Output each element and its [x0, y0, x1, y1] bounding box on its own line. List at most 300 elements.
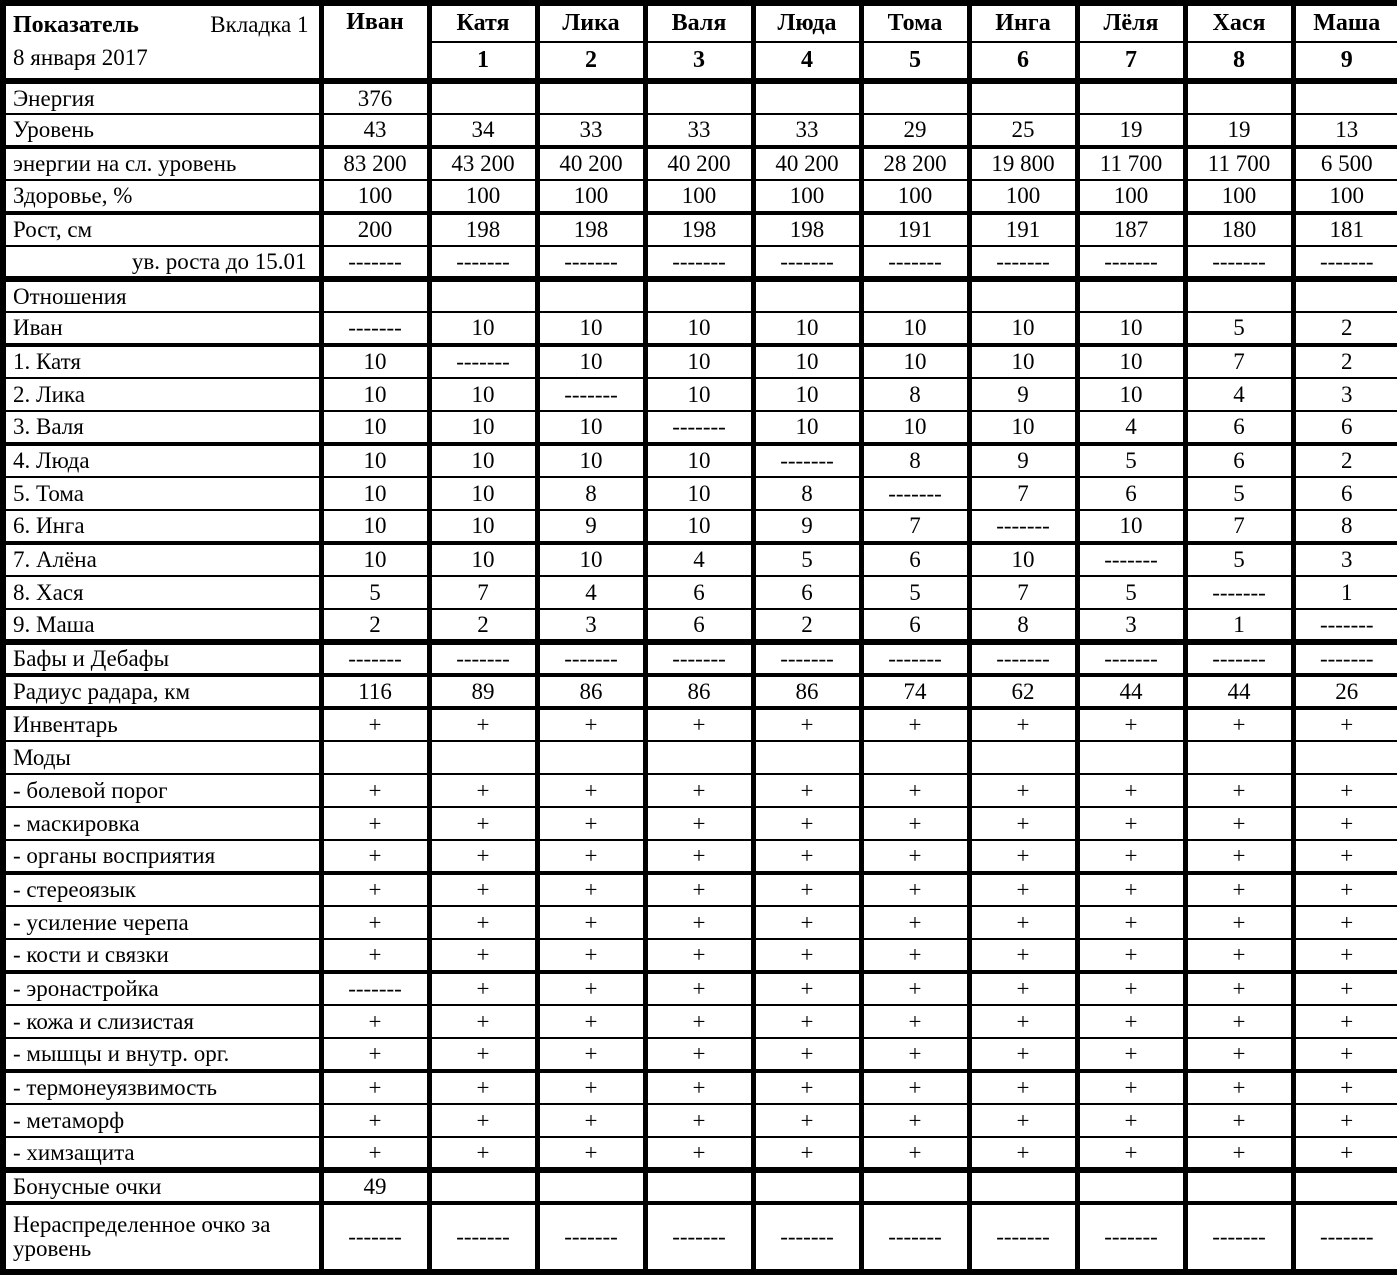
col-header-5[interactable]: Люда	[753, 3, 861, 42]
row-label-7[interactable]: Иван	[3, 312, 321, 345]
cell-r15-c4[interactable]: 6	[645, 576, 753, 609]
cell-r9-c7[interactable]: 9	[969, 378, 1077, 411]
cell-r19-c2[interactable]: +	[429, 708, 537, 741]
cell-r28-c10[interactable]: +	[1293, 1005, 1397, 1038]
cell-r9-c4[interactable]: 10	[645, 378, 753, 411]
cell-r5-c6[interactable]: -------	[861, 246, 969, 279]
cell-r29-c6[interactable]: +	[861, 1038, 969, 1071]
cell-r3-c3[interactable]: 100	[537, 180, 645, 213]
cell-r20-c3[interactable]	[537, 741, 645, 774]
cell-r4-c10[interactable]: 181	[1293, 213, 1397, 246]
cell-r19-c8[interactable]: +	[1077, 708, 1185, 741]
cell-r23-c4[interactable]: +	[645, 840, 753, 873]
cell-r11-c10[interactable]: 2	[1293, 444, 1397, 477]
row-label-30[interactable]: - термонеуязвимость	[3, 1071, 321, 1104]
cell-r31-c4[interactable]: +	[645, 1104, 753, 1137]
cell-r15-c7[interactable]: 7	[969, 576, 1077, 609]
cell-r21-c3[interactable]: +	[537, 774, 645, 807]
cell-r26-c3[interactable]: +	[537, 939, 645, 972]
cell-r22-c2[interactable]: +	[429, 807, 537, 840]
cell-r16-c3[interactable]: 3	[537, 609, 645, 642]
cell-r19-c7[interactable]: +	[969, 708, 1077, 741]
cell-r18-c8[interactable]: 44	[1077, 675, 1185, 708]
cell-r33-c9[interactable]	[1185, 1170, 1293, 1203]
cell-r26-c8[interactable]: +	[1077, 939, 1185, 972]
cell-r26-c9[interactable]: +	[1185, 939, 1293, 972]
cell-r4-c3[interactable]: 198	[537, 213, 645, 246]
cell-r1-c4[interactable]: 33	[645, 114, 753, 147]
cell-r7-c2[interactable]: 10	[429, 312, 537, 345]
cell-r27-c8[interactable]: +	[1077, 972, 1185, 1005]
cell-r8-c10[interactable]: 2	[1293, 345, 1397, 378]
cell-r15-c6[interactable]: 5	[861, 576, 969, 609]
col-number-2[interactable]: 1	[429, 42, 537, 81]
cell-r29-c2[interactable]: +	[429, 1038, 537, 1071]
cell-r23-c9[interactable]: +	[1185, 840, 1293, 873]
col-number-5[interactable]: 4	[753, 42, 861, 81]
cell-r21-c6[interactable]: +	[861, 774, 969, 807]
cell-r1-c2[interactable]: 34	[429, 114, 537, 147]
cell-r23-c6[interactable]: +	[861, 840, 969, 873]
row-label-27[interactable]: - эронастройка	[3, 972, 321, 1005]
cell-r5-c2[interactable]: -------	[429, 246, 537, 279]
cell-r13-c5[interactable]: 9	[753, 510, 861, 543]
cell-r31-c8[interactable]: +	[1077, 1104, 1185, 1137]
cell-r7-c8[interactable]: 10	[1077, 312, 1185, 345]
cell-r15-c9[interactable]: -------	[1185, 576, 1293, 609]
row-label-20[interactable]: Моды	[3, 741, 321, 774]
cell-r32-c9[interactable]: +	[1185, 1137, 1293, 1170]
cell-r21-c7[interactable]: +	[969, 774, 1077, 807]
cell-r31-c10[interactable]: +	[1293, 1104, 1397, 1137]
cell-r20-c5[interactable]	[753, 741, 861, 774]
cell-r7-c3[interactable]: 10	[537, 312, 645, 345]
row-label-3[interactable]: Здоровье, %	[3, 180, 321, 213]
cell-r19-c1[interactable]: +	[321, 708, 429, 741]
cell-r30-c6[interactable]: +	[861, 1071, 969, 1104]
cell-r2-c4[interactable]: 40 200	[645, 147, 753, 180]
cell-r11-c4[interactable]: 10	[645, 444, 753, 477]
cell-r22-c10[interactable]: +	[1293, 807, 1397, 840]
cell-r14-c4[interactable]: 4	[645, 543, 753, 576]
cell-r2-c8[interactable]: 11 700	[1077, 147, 1185, 180]
row-label-28[interactable]: - кожа и слизистая	[3, 1005, 321, 1038]
cell-r28-c6[interactable]: +	[861, 1005, 969, 1038]
cell-r7-c7[interactable]: 10	[969, 312, 1077, 345]
cell-r25-c6[interactable]: +	[861, 906, 969, 939]
cell-r34-c2[interactable]: -------	[429, 1203, 537, 1272]
cell-r5-c5[interactable]: -------	[753, 246, 861, 279]
cell-r32-c7[interactable]: +	[969, 1137, 1077, 1170]
cell-r6-c7[interactable]	[969, 279, 1077, 312]
cell-r8-c8[interactable]: 10	[1077, 345, 1185, 378]
cell-r6-c9[interactable]	[1185, 279, 1293, 312]
cell-r26-c7[interactable]: +	[969, 939, 1077, 972]
cell-r29-c4[interactable]: +	[645, 1038, 753, 1071]
col-header-3[interactable]: Лика	[537, 3, 645, 42]
cell-r26-c1[interactable]: +	[321, 939, 429, 972]
row-label-19[interactable]: Инвентарь	[3, 708, 321, 741]
cell-r20-c7[interactable]	[969, 741, 1077, 774]
cell-r33-c5[interactable]	[753, 1170, 861, 1203]
cell-r2-c7[interactable]: 19 800	[969, 147, 1077, 180]
cell-r12-c7[interactable]: 7	[969, 477, 1077, 510]
cell-r1-c5[interactable]: 33	[753, 114, 861, 147]
cell-r28-c7[interactable]: +	[969, 1005, 1077, 1038]
cell-r34-c6[interactable]: -------	[861, 1203, 969, 1272]
row-label-26[interactable]: - кости и связки	[3, 939, 321, 972]
row-label-1[interactable]: Уровень	[3, 114, 321, 147]
cell-r25-c2[interactable]: +	[429, 906, 537, 939]
cell-r27-c3[interactable]: +	[537, 972, 645, 1005]
cell-r28-c2[interactable]: +	[429, 1005, 537, 1038]
cell-r8-c9[interactable]: 7	[1185, 345, 1293, 378]
cell-r11-c1[interactable]: 10	[321, 444, 429, 477]
row-label-34[interactable]: Нераспределенное очко за уровень	[3, 1203, 321, 1272]
cell-r12-c2[interactable]: 10	[429, 477, 537, 510]
cell-r3-c8[interactable]: 100	[1077, 180, 1185, 213]
cell-r31-c1[interactable]: +	[321, 1104, 429, 1137]
cell-r27-c2[interactable]: +	[429, 972, 537, 1005]
cell-r8-c1[interactable]: 10	[321, 345, 429, 378]
cell-r17-c3[interactable]: -------	[537, 642, 645, 675]
cell-r21-c1[interactable]: +	[321, 774, 429, 807]
cell-r2-c6[interactable]: 28 200	[861, 147, 969, 180]
cell-r5-c1[interactable]: -------	[321, 246, 429, 279]
cell-r32-c6[interactable]: +	[861, 1137, 969, 1170]
cell-r18-c4[interactable]: 86	[645, 675, 753, 708]
cell-r24-c3[interactable]: +	[537, 873, 645, 906]
cell-r9-c5[interactable]: 10	[753, 378, 861, 411]
cell-r18-c1[interactable]: 116	[321, 675, 429, 708]
cell-r11-c7[interactable]: 9	[969, 444, 1077, 477]
cell-r6-c2[interactable]	[429, 279, 537, 312]
cell-r30-c3[interactable]: +	[537, 1071, 645, 1104]
cell-r26-c4[interactable]: +	[645, 939, 753, 972]
cell-r17-c7[interactable]: -------	[969, 642, 1077, 675]
cell-r11-c9[interactable]: 6	[1185, 444, 1293, 477]
cell-r9-c8[interactable]: 10	[1077, 378, 1185, 411]
row-label-32[interactable]: - химзащита	[3, 1137, 321, 1170]
cell-r12-c1[interactable]: 10	[321, 477, 429, 510]
cell-r24-c6[interactable]: +	[861, 873, 969, 906]
cell-r24-c5[interactable]: +	[753, 873, 861, 906]
cell-r22-c9[interactable]: +	[1185, 807, 1293, 840]
cell-r23-c10[interactable]: +	[1293, 840, 1397, 873]
cell-r14-c6[interactable]: 6	[861, 543, 969, 576]
cell-r12-c4[interactable]: 10	[645, 477, 753, 510]
cell-r24-c9[interactable]: +	[1185, 873, 1293, 906]
row-label-0[interactable]: Энергия	[3, 81, 321, 114]
cell-r26-c2[interactable]: +	[429, 939, 537, 972]
cell-r16-c8[interactable]: 3	[1077, 609, 1185, 642]
col-header-1[interactable]: Иван	[321, 3, 429, 81]
cell-r15-c10[interactable]: 1	[1293, 576, 1397, 609]
row-label-15[interactable]: 8. Хася	[3, 576, 321, 609]
cell-r13-c2[interactable]: 10	[429, 510, 537, 543]
cell-r5-c3[interactable]: -------	[537, 246, 645, 279]
cell-r10-c9[interactable]: 6	[1185, 411, 1293, 444]
cell-r4-c8[interactable]: 187	[1077, 213, 1185, 246]
cell-r5-c4[interactable]: -------	[645, 246, 753, 279]
cell-r30-c2[interactable]: +	[429, 1071, 537, 1104]
cell-r30-c7[interactable]: +	[969, 1071, 1077, 1104]
cell-r16-c2[interactable]: 2	[429, 609, 537, 642]
cell-r22-c8[interactable]: +	[1077, 807, 1185, 840]
row-label-23[interactable]: - органы восприятия	[3, 840, 321, 873]
cell-r21-c8[interactable]: +	[1077, 774, 1185, 807]
cell-r0-c9[interactable]	[1185, 81, 1293, 114]
row-label-13[interactable]: 6. Инга	[3, 510, 321, 543]
cell-r33-c4[interactable]	[645, 1170, 753, 1203]
cell-r24-c7[interactable]: +	[969, 873, 1077, 906]
cell-r29-c5[interactable]: +	[753, 1038, 861, 1071]
cell-r14-c9[interactable]: 5	[1185, 543, 1293, 576]
cell-r14-c1[interactable]: 10	[321, 543, 429, 576]
col-header-10[interactable]: Маша	[1293, 3, 1397, 42]
cell-r5-c8[interactable]: -------	[1077, 246, 1185, 279]
cell-r21-c4[interactable]: +	[645, 774, 753, 807]
row-label-8[interactable]: 1. Катя	[3, 345, 321, 378]
cell-r28-c9[interactable]: +	[1185, 1005, 1293, 1038]
cell-r23-c7[interactable]: +	[969, 840, 1077, 873]
cell-r18-c9[interactable]: 44	[1185, 675, 1293, 708]
cell-r34-c7[interactable]: -------	[969, 1203, 1077, 1272]
cell-r30-c1[interactable]: +	[321, 1071, 429, 1104]
col-header-4[interactable]: Валя	[645, 3, 753, 42]
cell-r32-c8[interactable]: +	[1077, 1137, 1185, 1170]
cell-r21-c10[interactable]: +	[1293, 774, 1397, 807]
row-label-17[interactable]: Бафы и Дебафы	[3, 642, 321, 675]
cell-r16-c10[interactable]: -------	[1293, 609, 1397, 642]
cell-r12-c5[interactable]: 8	[753, 477, 861, 510]
cell-r34-c10[interactable]: -------	[1293, 1203, 1397, 1272]
cell-r3-c7[interactable]: 100	[969, 180, 1077, 213]
cell-r22-c1[interactable]: +	[321, 807, 429, 840]
col-header-7[interactable]: Инга	[969, 3, 1077, 42]
col-number-9[interactable]: 8	[1185, 42, 1293, 81]
cell-r0-c4[interactable]	[645, 81, 753, 114]
cell-r7-c10[interactable]: 2	[1293, 312, 1397, 345]
cell-r12-c8[interactable]: 6	[1077, 477, 1185, 510]
cell-r30-c4[interactable]: +	[645, 1071, 753, 1104]
cell-r25-c7[interactable]: +	[969, 906, 1077, 939]
cell-r0-c10[interactable]	[1293, 81, 1397, 114]
cell-r25-c8[interactable]: +	[1077, 906, 1185, 939]
cell-r29-c3[interactable]: +	[537, 1038, 645, 1071]
cell-r32-c3[interactable]: +	[537, 1137, 645, 1170]
cell-r20-c4[interactable]	[645, 741, 753, 774]
cell-r31-c5[interactable]: +	[753, 1104, 861, 1137]
cell-r3-c1[interactable]: 100	[321, 180, 429, 213]
cell-r4-c5[interactable]: 198	[753, 213, 861, 246]
cell-r5-c7[interactable]: -------	[969, 246, 1077, 279]
cell-r24-c10[interactable]: +	[1293, 873, 1397, 906]
cell-r20-c10[interactable]	[1293, 741, 1397, 774]
cell-r13-c10[interactable]: 8	[1293, 510, 1397, 543]
cell-r4-c1[interactable]: 200	[321, 213, 429, 246]
cell-r11-c5[interactable]: -------	[753, 444, 861, 477]
cell-r26-c5[interactable]: +	[753, 939, 861, 972]
cell-r28-c4[interactable]: +	[645, 1005, 753, 1038]
cell-r16-c7[interactable]: 8	[969, 609, 1077, 642]
cell-r11-c6[interactable]: 8	[861, 444, 969, 477]
row-label-31[interactable]: - метаморф	[3, 1104, 321, 1137]
cell-r8-c6[interactable]: 10	[861, 345, 969, 378]
cell-r34-c4[interactable]: -------	[645, 1203, 753, 1272]
cell-r25-c9[interactable]: +	[1185, 906, 1293, 939]
cell-r30-c9[interactable]: +	[1185, 1071, 1293, 1104]
col-number-7[interactable]: 6	[969, 42, 1077, 81]
cell-r27-c7[interactable]: +	[969, 972, 1077, 1005]
cell-r28-c1[interactable]: +	[321, 1005, 429, 1038]
cell-r19-c10[interactable]: +	[1293, 708, 1397, 741]
col-number-10[interactable]: 9	[1293, 42, 1397, 81]
cell-r17-c6[interactable]: -------	[861, 642, 969, 675]
cell-r27-c6[interactable]: +	[861, 972, 969, 1005]
cell-r20-c8[interactable]	[1077, 741, 1185, 774]
cell-r4-c7[interactable]: 191	[969, 213, 1077, 246]
cell-r11-c8[interactable]: 5	[1077, 444, 1185, 477]
cell-r20-c9[interactable]	[1185, 741, 1293, 774]
cell-r10-c3[interactable]: 10	[537, 411, 645, 444]
cell-r32-c5[interactable]: +	[753, 1137, 861, 1170]
cell-r7-c9[interactable]: 5	[1185, 312, 1293, 345]
corner-cell[interactable]	[3, 3, 321, 81]
cell-r28-c8[interactable]: +	[1077, 1005, 1185, 1038]
cell-r31-c6[interactable]: +	[861, 1104, 969, 1137]
cell-r22-c3[interactable]: +	[537, 807, 645, 840]
cell-r27-c1[interactable]: -------	[321, 972, 429, 1005]
cell-r10-c5[interactable]: 10	[753, 411, 861, 444]
cell-r10-c6[interactable]: 10	[861, 411, 969, 444]
cell-r33-c2[interactable]	[429, 1170, 537, 1203]
cell-r33-c7[interactable]	[969, 1170, 1077, 1203]
cell-r12-c6[interactable]: -------	[861, 477, 969, 510]
cell-r13-c9[interactable]: 7	[1185, 510, 1293, 543]
cell-r6-c4[interactable]	[645, 279, 753, 312]
cell-r23-c5[interactable]: +	[753, 840, 861, 873]
cell-r28-c5[interactable]: +	[753, 1005, 861, 1038]
cell-r16-c9[interactable]: 1	[1185, 609, 1293, 642]
cell-r33-c6[interactable]	[861, 1170, 969, 1203]
cell-r32-c2[interactable]: +	[429, 1137, 537, 1170]
cell-r8-c2[interactable]: -------	[429, 345, 537, 378]
col-number-8[interactable]: 7	[1077, 42, 1185, 81]
cell-r19-c4[interactable]: +	[645, 708, 753, 741]
cell-r25-c10[interactable]: +	[1293, 906, 1397, 939]
cell-r17-c4[interactable]: -------	[645, 642, 753, 675]
cell-r4-c4[interactable]: 198	[645, 213, 753, 246]
cell-r25-c5[interactable]: +	[753, 906, 861, 939]
cell-r32-c10[interactable]: +	[1293, 1137, 1397, 1170]
cell-r30-c8[interactable]: +	[1077, 1071, 1185, 1104]
cell-r21-c5[interactable]: +	[753, 774, 861, 807]
cell-r7-c5[interactable]: 10	[753, 312, 861, 345]
cell-r13-c7[interactable]: -------	[969, 510, 1077, 543]
cell-r10-c10[interactable]: 6	[1293, 411, 1397, 444]
cell-r33-c10[interactable]	[1293, 1170, 1397, 1203]
row-label-11[interactable]: 4. Люда	[3, 444, 321, 477]
cell-r34-c3[interactable]: -------	[537, 1203, 645, 1272]
cell-r9-c9[interactable]: 4	[1185, 378, 1293, 411]
cell-r17-c2[interactable]: -------	[429, 642, 537, 675]
cell-r18-c7[interactable]: 62	[969, 675, 1077, 708]
cell-r32-c4[interactable]: +	[645, 1137, 753, 1170]
cell-r27-c9[interactable]: +	[1185, 972, 1293, 1005]
cell-r25-c4[interactable]: +	[645, 906, 753, 939]
cell-r6-c6[interactable]	[861, 279, 969, 312]
cell-r7-c6[interactable]: 10	[861, 312, 969, 345]
cell-r23-c8[interactable]: +	[1077, 840, 1185, 873]
cell-r12-c9[interactable]: 5	[1185, 477, 1293, 510]
cell-r14-c3[interactable]: 10	[537, 543, 645, 576]
cell-r3-c5[interactable]: 100	[753, 180, 861, 213]
cell-r31-c3[interactable]: +	[537, 1104, 645, 1137]
cell-r24-c4[interactable]: +	[645, 873, 753, 906]
cell-r2-c10[interactable]: 6 500	[1293, 147, 1397, 180]
cell-r2-c3[interactable]: 40 200	[537, 147, 645, 180]
cell-r10-c2[interactable]: 10	[429, 411, 537, 444]
cell-r4-c2[interactable]: 198	[429, 213, 537, 246]
cell-r15-c2[interactable]: 7	[429, 576, 537, 609]
cell-r34-c5[interactable]: -------	[753, 1203, 861, 1272]
cell-r34-c8[interactable]: -------	[1077, 1203, 1185, 1272]
row-label-22[interactable]: - маскировка	[3, 807, 321, 840]
cell-r20-c6[interactable]	[861, 741, 969, 774]
cell-r3-c9[interactable]: 100	[1185, 180, 1293, 213]
cell-r19-c3[interactable]: +	[537, 708, 645, 741]
cell-r20-c1[interactable]	[321, 741, 429, 774]
cell-r19-c6[interactable]: +	[861, 708, 969, 741]
cell-r13-c8[interactable]: 10	[1077, 510, 1185, 543]
cell-r30-c5[interactable]: +	[753, 1071, 861, 1104]
col-number-6[interactable]: 5	[861, 42, 969, 81]
cell-r7-c4[interactable]: 10	[645, 312, 753, 345]
cell-r20-c2[interactable]	[429, 741, 537, 774]
cell-r1-c7[interactable]: 25	[969, 114, 1077, 147]
row-label-5[interactable]: ув. роста до 15.01	[3, 246, 321, 279]
cell-r19-c9[interactable]: +	[1185, 708, 1293, 741]
row-label-10[interactable]: 3. Валя	[3, 411, 321, 444]
cell-r8-c3[interactable]: 10	[537, 345, 645, 378]
cell-r17-c1[interactable]: -------	[321, 642, 429, 675]
cell-r17-c5[interactable]: -------	[753, 642, 861, 675]
cell-r0-c7[interactable]	[969, 81, 1077, 114]
cell-r25-c1[interactable]: +	[321, 906, 429, 939]
row-label-12[interactable]: 5. Тома	[3, 477, 321, 510]
cell-r6-c8[interactable]	[1077, 279, 1185, 312]
cell-r10-c1[interactable]: 10	[321, 411, 429, 444]
cell-r18-c5[interactable]: 86	[753, 675, 861, 708]
cell-r29-c1[interactable]: +	[321, 1038, 429, 1071]
cell-r4-c6[interactable]: 191	[861, 213, 969, 246]
cell-r33-c8[interactable]	[1077, 1170, 1185, 1203]
cell-r10-c7[interactable]: 10	[969, 411, 1077, 444]
cell-r17-c8[interactable]: -------	[1077, 642, 1185, 675]
row-label-6[interactable]: Отношения	[3, 279, 321, 312]
cell-r22-c6[interactable]: +	[861, 807, 969, 840]
cell-r26-c10[interactable]: +	[1293, 939, 1397, 972]
cell-r1-c9[interactable]: 19	[1185, 114, 1293, 147]
cell-r26-c6[interactable]: +	[861, 939, 969, 972]
cell-r29-c7[interactable]: +	[969, 1038, 1077, 1071]
cell-r11-c2[interactable]: 10	[429, 444, 537, 477]
cell-r10-c8[interactable]: 4	[1077, 411, 1185, 444]
cell-r28-c3[interactable]: +	[537, 1005, 645, 1038]
cell-r12-c10[interactable]: 6	[1293, 477, 1397, 510]
row-label-21[interactable]: - болевой порог	[3, 774, 321, 807]
